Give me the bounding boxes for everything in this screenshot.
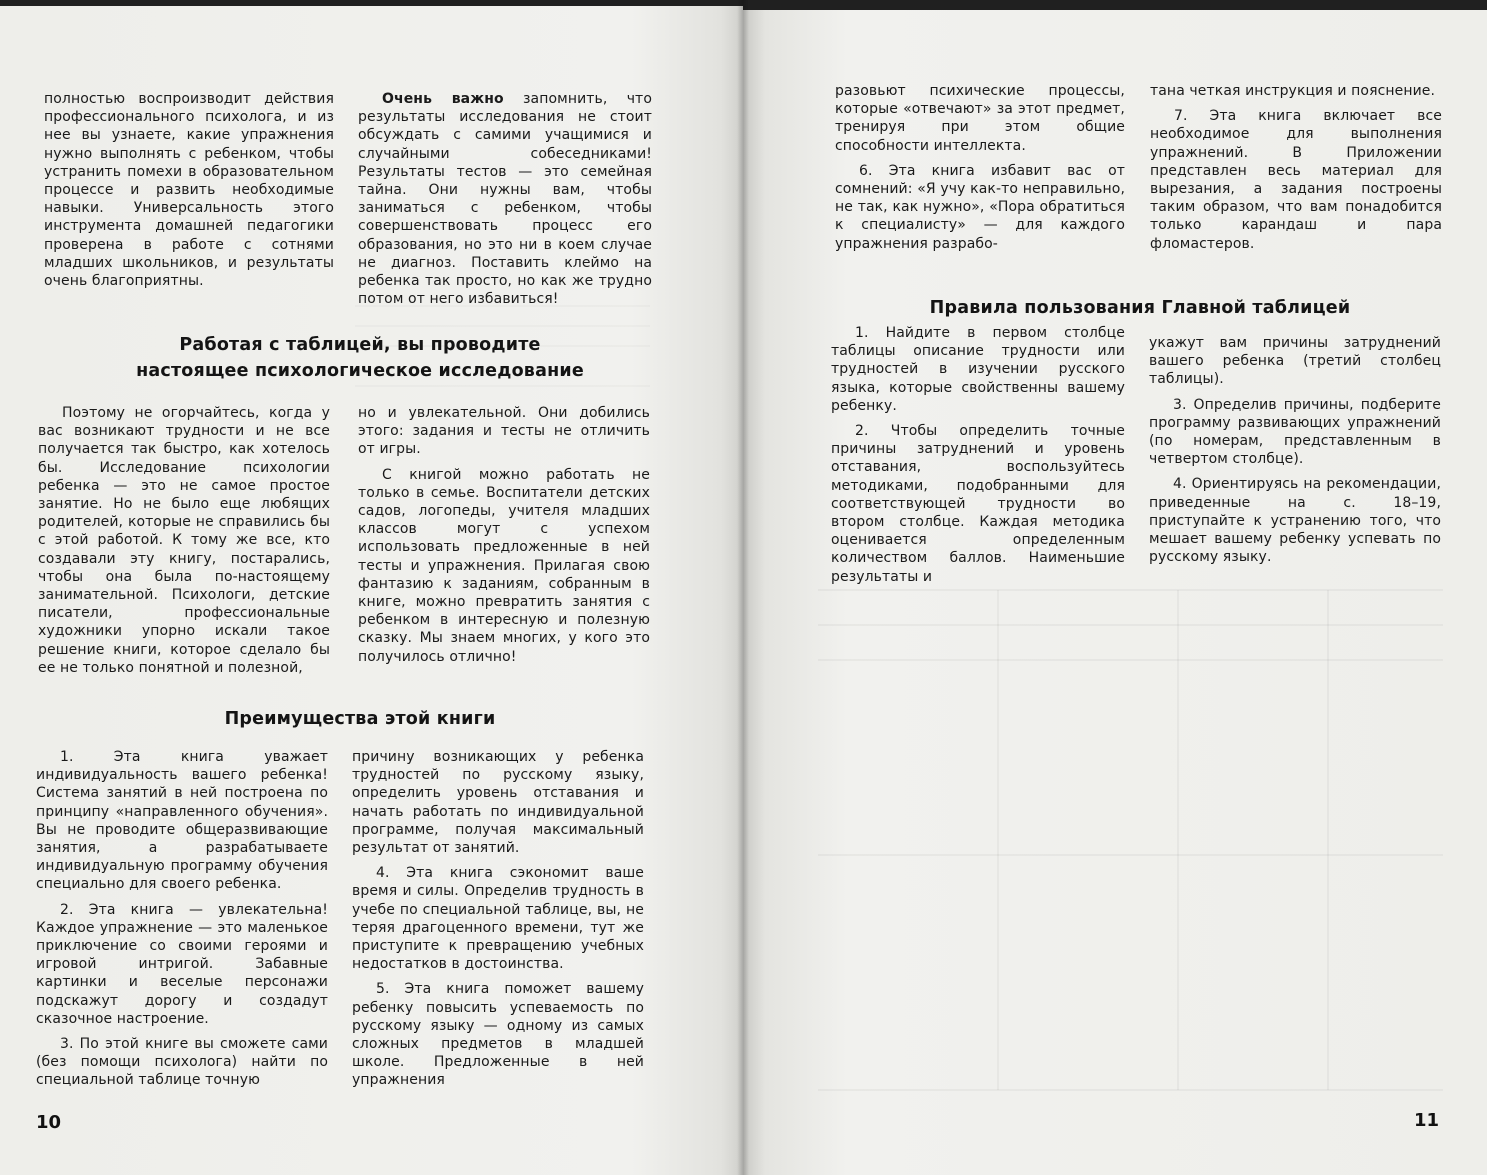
right-page [743,0,1487,1175]
emphasis-very-important: Очень важно [382,91,504,107]
advantage-3-end: причину возникающих у ребенка трудностей по русскому языку, определить уровень отставания и начать работать по индивидуальной программе, получая максимальный результат от занятий. [352,749,644,857]
left-page [0,0,743,1175]
section-heading-rules [835,295,1445,321]
rule-2-start: 2. Чтобы определить точные причины затруднений и уровень отставания, воспользуйтесь методиками, подобранными для соответствующей трудности во втором столбце. Каждая методика оценивается определенным количеством баллов. Наименьшие результаты и [831,423,1125,585]
page-number-left: 10 [36,1112,62,1133]
left-bottom-column-1 [36,748,328,1097]
left-mid-column-1 [38,404,330,684]
advantage-6-end: тана четкая инструкция и пояснение. [1150,83,1436,99]
advantage-6: 6. Эта книга избавит вас от сомнений: «Я учу как-то неправильно, не так, как нужно», «Пора обратиться к специалисту» — для каждого упражнения разрабо- [835,162,1125,252]
advantage-5-end: разовьют психические процессы, которые «отвечают» за этот предмет, тренируя при этом общие способности интеллекта. [835,83,1125,154]
left-mid-col2-p1: но и увлекательной. Они добились этого: задания и тесты не отличить от игры. [358,405,650,458]
advantage-2: 2. Эта книга — увлекательна! Каждое упражнение — это маленькое приключение со своими героями и игровой интригой. Забавные картинки и веселые персонажи подскажут дорогу и создадут сказочное настроение. [36,901,328,1027]
heading-advantages-text: Преимущества этой книги [224,709,496,729]
left-bottom-column-2 [352,748,644,1097]
rule-3: 3. Определив причины, подберите программу развивающих упражнений (по номерам, представленным в четвертом столбце). [1149,396,1441,468]
heading-research-line2: настоящее психологическое исследование [136,361,584,381]
advantage-3-start: 3. По этой книге вы сможете сами (без помощи психолога) найти по специальной таблице точную [36,1036,328,1089]
advantage-5-start: 5. Эта книга поможет вашему ребенку повысить успеваемость по русскому языку — одному из самых сложных предметов в младшей школе. Предложенные в ней упражнения [352,981,644,1089]
left-mid-col2-p2: С книгой можно работать не только в семье. Воспитатели детских садов, логопеды, учителя младших классов могут с успехом использовать предложенные в ней тесты и упражнения. Прилагая свою фантазию к заданиям, собранным в книге, можно превратить занятия с ребенком в интересную и полезную сказку. Мы знаем многих, у кого это получилось отлично! [358,466,650,665]
heading-rules-text: Правила пользования Главной таблицей [929,298,1351,318]
left-top-col1-text: полностью воспроизводит действия профессионального психолога, и из нее вы узнаете, какие упражнения нужно выполнять с ребенком, чтобы устранить помехи в образовательном процессе и развить необходимые навыки. Универсальность этого инструмента домашней педагогики проверена в работе с сотнями младших школьников, и результаты очень благоприятны. [44,91,334,290]
advantage-7: 7. Эта книга включает все необходимое для выполнения упражнений. В Приложении представлен весь материал для вырезания, а задания построены таким образом, что вам понадобится только карандаш и пара фломастеров. [1150,108,1442,252]
left-top-column-2 [358,90,652,315]
rule-2-end: укажут вам причины затруднений вашего ребенка (третий столбец таблицы). [1149,335,1441,388]
advantage-4: 4. Эта книга сэкономит ваше время и силы. Определив трудность в учебе по специальной таблице, вы, не теряя драгоценного времени, тут же приступите к превращению учебных недостатков в достоинства. [352,865,644,973]
heading-research-line1: Работая с таблицей, вы проводите [179,335,541,355]
section-heading-advantages [60,706,660,732]
page-number-right: 11 [1414,1110,1440,1131]
right-rules-column-1 [831,324,1125,593]
advantage-1: 1. Эта книга уважает индивидуальность вашего ребенка! Система занятий в ней построена по принципу «направленного обучения». Вы не проводите общеразвивающие занятия, а разрабатываете индивидуальную программу обучения специально для своего ребенка. [36,749,328,893]
right-rules-column-2 [1149,334,1441,573]
left-mid-col1-text: Поэтому не огорчайтесь, когда у вас возникают трудности и не все получается так быстро, как хотелось бы. Исследование психологии ребенка — это не самое простое занятие. Но не было еще любящих родителей, которые не справились бы с этой работой. К тому же все, кто создавали эту книгу, постарались, чтобы она была по-настоящему занимательной. Психологи, детские писатели, профессиональные художники упорно искали такое решение книги, которое сделало бы ее не только понятной и полезной, [38,405,330,676]
left-top-column-1 [44,90,334,297]
rule-4: 4. Ориентируясь на рекомендации, приведенные на с. 18–19, приступайте к устранению того, что мешает вашему ребенку успевать по русскому языку. [1149,476,1441,566]
left-mid-column-2 [358,404,650,673]
left-top-col2-text: запомнить, что результаты исследования не стоит обсуждать с самими учащимися и случайными собеседниками! Результаты тестов — это семейная тайна. Они нужны вам, чтобы заниматься с ребенком, чтобы совершенствовать процесс его образования, но это ни в коем случае не диагноз. Поставить клеймо на ребенка так просто, но как же трудно потом от него избавиться! [358,91,652,308]
section-heading-research [60,332,660,384]
left-top-col2-paragraph [358,90,652,308]
right-top-column-1 [835,82,1125,260]
right-top-column-2 [1150,82,1442,260]
rule-1: 1. Найдите в первом столбце таблицы описание трудности или трудностей в изучении русского языка, которые свойственны вашему ребенку. [831,325,1125,414]
